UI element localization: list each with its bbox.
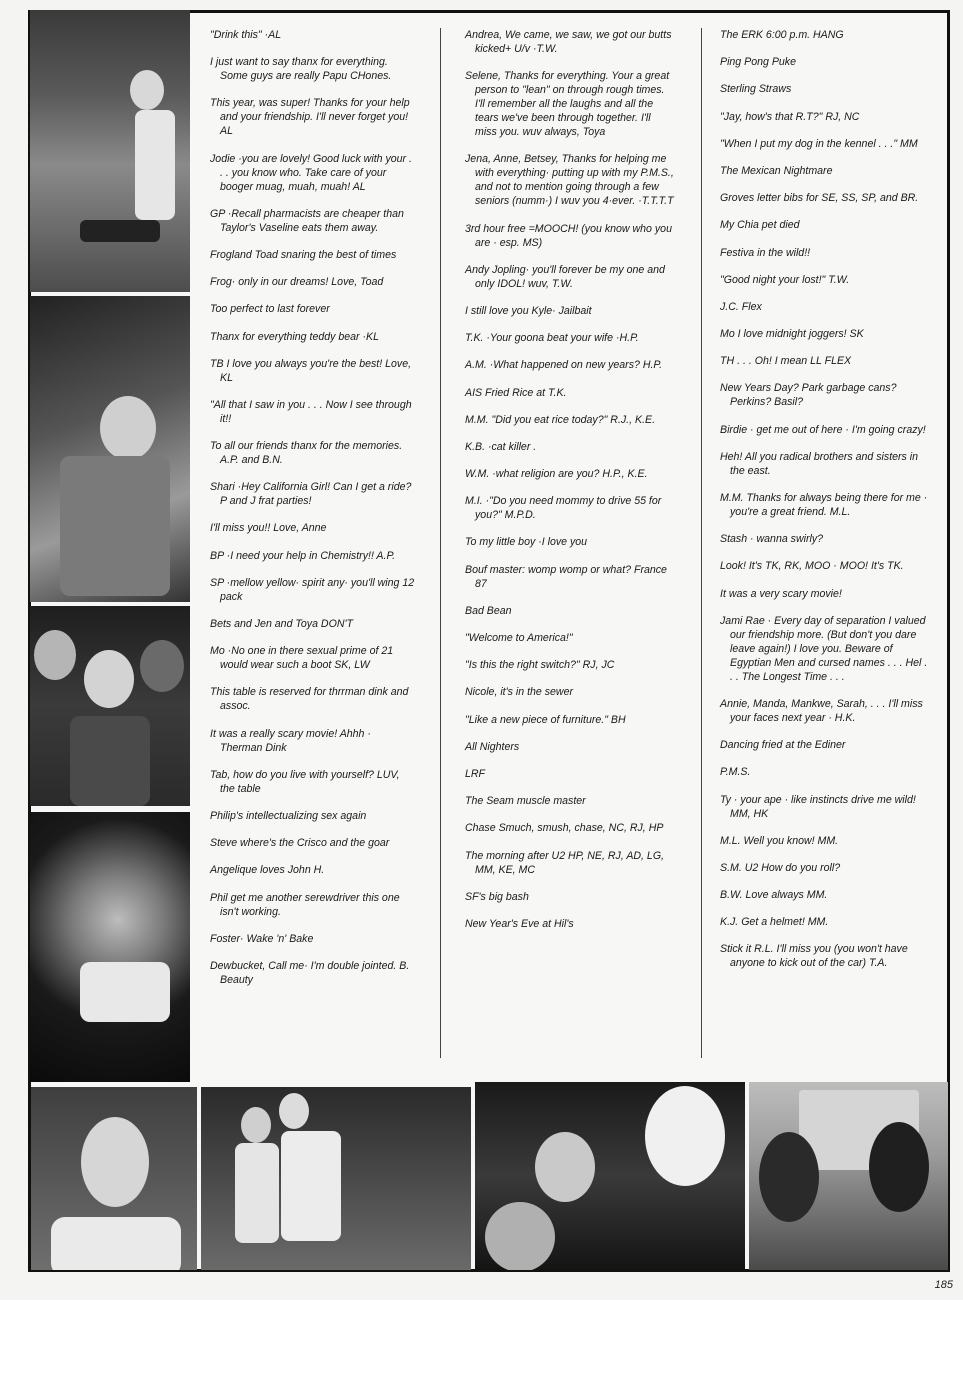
- message-entry: Andy Jopling· you'll forever be my one and only IDOL! wuv, T.W.: [465, 263, 665, 290]
- message-entry: S.M. U2 How do you roll?: [720, 861, 841, 874]
- message-entry: The Seam muscle master: [465, 795, 586, 808]
- message-entry: Heh! All you radical brothers and sisters in the east.: [720, 450, 919, 477]
- bottom-margin: [0, 1300, 963, 1390]
- message-entry: To my little boy ·I love you: [465, 536, 588, 549]
- message-entry: Dancing fried at the Ediner: [720, 739, 846, 752]
- message-entry: LRF: [465, 767, 486, 780]
- message-entry: M.M. Thanks for always being there for me · you're a great friend. M.L.: [720, 492, 928, 518]
- message-entry: Stick it R.L. I'll miss you (you won't have anyone to kick out of the car) T.A.: [720, 943, 908, 970]
- message-entry: M.M. "Did you eat rice today?" R.J., K.E.: [465, 413, 656, 426]
- message-entry: My Chia pet died: [720, 219, 800, 232]
- message-entry: K.B. ·cat killer .: [465, 440, 537, 453]
- message-entry: To all our friends thanx for the memories. A.P. and B.N.: [210, 440, 403, 467]
- message-entry: Sterling Straws: [720, 83, 792, 96]
- message-entry: 3rd hour free =MOOCH! (you know who you are · esp. MS): [465, 222, 672, 249]
- message-entry: I still love you Kyle· Jailbait: [465, 304, 592, 317]
- message-entry: Chase Smuch, smush, chase, NC, RJ, HP: [465, 822, 664, 835]
- message-entry: Thanx for everything teddy bear ·KL: [210, 330, 380, 343]
- message-entry: Phil get me another serewdriver this one isn't working.: [210, 891, 400, 918]
- message-entry: The Mexican Nightmare: [720, 164, 833, 177]
- message-entry: Too perfect to last forever: [210, 303, 330, 316]
- message-entry: J.C. Flex: [720, 300, 762, 313]
- message-entry: M.L. Well you know! MM.: [720, 834, 839, 847]
- message-column-2: [465, 28, 675, 944]
- message-entry: Nicole, it's in the sewer: [465, 686, 574, 699]
- message-entry: Andrea, We came, we saw, we got our butts kicked+ U/v ·T.W.: [465, 29, 672, 55]
- message-entry: Ping Pong Puke: [720, 56, 796, 69]
- message-entry: Steve where's the Crisco and the goar: [210, 837, 390, 850]
- message-entry: Jami Rae · Every day of separation I valued our friendship more. (But don't you dare leave again!) I love you. Beware of Egyptian Men and cursed names . . . Hel . . . The Longest Time . . .: [720, 614, 928, 683]
- column-divider-1: [440, 28, 441, 1058]
- photo-boy-profile: [30, 812, 190, 1082]
- message-entry: Birdie · get me out of here · I'm going crazy!: [720, 423, 926, 436]
- message-entry: The ERK 6:00 p.m. HANG: [720, 29, 844, 41]
- message-entry: It was a very scary movie!: [720, 587, 842, 600]
- message-entry: I just want to say thanx for everything. Some guys are really Papu CHones.: [210, 56, 392, 83]
- message-entry: "Like a new piece of furniture." BH: [465, 713, 626, 726]
- message-entry: TH . . . Oh! I mean LL FLEX: [720, 355, 852, 368]
- message-entry: W.M. ·what religion are you? H.P., K.E.: [465, 468, 648, 481]
- message-entry: "Drink this" ·AL: [210, 29, 282, 41]
- message-entry: B.W. Love always MM.: [720, 889, 828, 902]
- message-entry: Tab, how do you live with yourself? LUV, the table: [210, 768, 400, 795]
- message-entry: Angelique loves John H.: [210, 864, 325, 877]
- message-entry: Groves letter bibs for SE, SS, SP, and BR.: [720, 192, 919, 205]
- page-number: 185: [934, 1279, 953, 1291]
- message-entry: BP ·I need your help in Chemistry!! A.P.: [210, 549, 396, 562]
- message-entry: Selene, Thanks for everything. Your a great person to "lean" on through rough times. I'll remember all the laughs and all the tears we've been through together. I'll miss you. wuv always, Toya: [465, 70, 670, 139]
- message-entry: SF's big bash: [465, 890, 529, 903]
- message-entry: I'll miss you!! Love, Anne: [210, 522, 327, 535]
- message-column-1: [210, 28, 416, 1000]
- message-entry: AIS Fried Rice at T.K.: [465, 386, 567, 399]
- message-entry: New Years Day? Park garbage cans? Perkins? Basil?: [720, 382, 897, 409]
- message-entry: A.M. ·What happened on new years? H.P.: [465, 359, 663, 372]
- message-entry: New Year's Eve at Hil's: [465, 917, 574, 930]
- message-entry: This table is reserved for thrrman dink and assoc.: [210, 686, 409, 713]
- message-entry: All Nighters: [465, 740, 520, 753]
- photo-boy-portrait: [31, 1087, 197, 1270]
- message-entry: Stash · wanna swirly?: [720, 533, 824, 546]
- message-entry: Mo I love midnight joggers! SK: [720, 328, 864, 341]
- column-divider-2: [701, 28, 702, 1058]
- message-entry: It was a really scary movie! Ahhh · Therman Dink: [210, 727, 371, 754]
- message-entry: Bouf master: womp womp or what? France 87: [465, 563, 667, 590]
- message-entry: Bad Bean: [465, 604, 512, 617]
- message-entry: T.K. ·Your goona beat your wife ·H.P.: [465, 332, 639, 345]
- message-entry: SP ·mellow yellow· spirit any· you'll wing 12 pack: [210, 576, 415, 603]
- message-entry: "When I put my dog in the kennel . . ." MM: [720, 137, 918, 150]
- message-entry: Philip's intellectualizing sex again: [210, 809, 367, 822]
- message-entry: Frog· only in our dreams! Love, Toad: [210, 276, 384, 289]
- photo-golfer: [30, 10, 190, 292]
- message-entry: K.J. Get a helmet! MM.: [720, 916, 829, 929]
- message-entry: Jena, Anne, Betsey, Thanks for helping me with everything· putting up with my P.M.S., and not to mention going through a few seniors (numm·) I wuv you 4·ever. ·T.T.T.T: [465, 153, 674, 208]
- message-entry: "All that I saw in you . . . Now I see through it!!: [210, 398, 412, 425]
- message-entry: "Welcome to America!": [465, 632, 573, 644]
- photo-hallway-boys: [201, 1087, 471, 1270]
- message-entry: M.I. ·"Do you need mommy to drive 55 for you?" M.P.D.: [465, 495, 662, 522]
- photo-crowd-hand: [475, 1082, 745, 1270]
- message-entry: P.M.S.: [720, 766, 751, 779]
- message-entry: "Good night your lost!" T.W.: [720, 273, 850, 286]
- message-entry: Annie, Manda, Mankwe, Sarah, . . . I'll miss your faces next year · H.K.: [720, 697, 923, 724]
- message-entry: Foster· Wake 'n' Bake: [210, 932, 314, 945]
- message-entry: Jodie ·you are lovely! Good luck with your . . . you know who. Take care of your booger muag, muah, muah! AL: [210, 152, 412, 193]
- message-entry: Mo ·No one in there sexual prime of 21 would wear such a boot SK, LW: [210, 645, 394, 672]
- message-entry: The morning after U2 HP, NE, RJ, AD, LG, MM, KE, MC: [465, 849, 664, 876]
- message-entry: Bets and Jen and Toya DON'T: [210, 618, 353, 630]
- photo-classroom-map: [749, 1082, 948, 1270]
- message-entry: Frogland Toad snaring the best of times: [210, 248, 397, 261]
- message-entry: "Jay, how's that R.T?" RJ, NC: [720, 110, 860, 123]
- photo-group-boys: [30, 606, 190, 806]
- message-entry: TB I love you always you're the best! Love, KL: [210, 357, 412, 384]
- message-entry: GP ·Recall pharmacists are cheaper than Taylor's Vaseline eats them away.: [210, 207, 404, 234]
- message-entry: Look! It's TK, RK, MOO · MOO! It's TK.: [720, 560, 904, 573]
- message-entry: Shari ·Hey California Girl! Can I get a ride? P and J frat parties!: [210, 481, 412, 508]
- message-entry: Dewbucket, Call me· I'm double jointed. B. Beauty: [210, 959, 410, 986]
- message-entry: Festiva in the wild!!: [720, 246, 811, 259]
- photo-sleeping-bag: [30, 296, 190, 602]
- message-entry: Ty · your ape · like instincts drive me wild! MM, HK: [720, 793, 916, 820]
- message-entry: "Is this the right switch?" RJ, JC: [465, 659, 615, 672]
- message-entry: This year, was super! Thanks for your help and your friendship. I'll never forget you! AL: [210, 97, 410, 138]
- message-column-3: [720, 28, 930, 984]
